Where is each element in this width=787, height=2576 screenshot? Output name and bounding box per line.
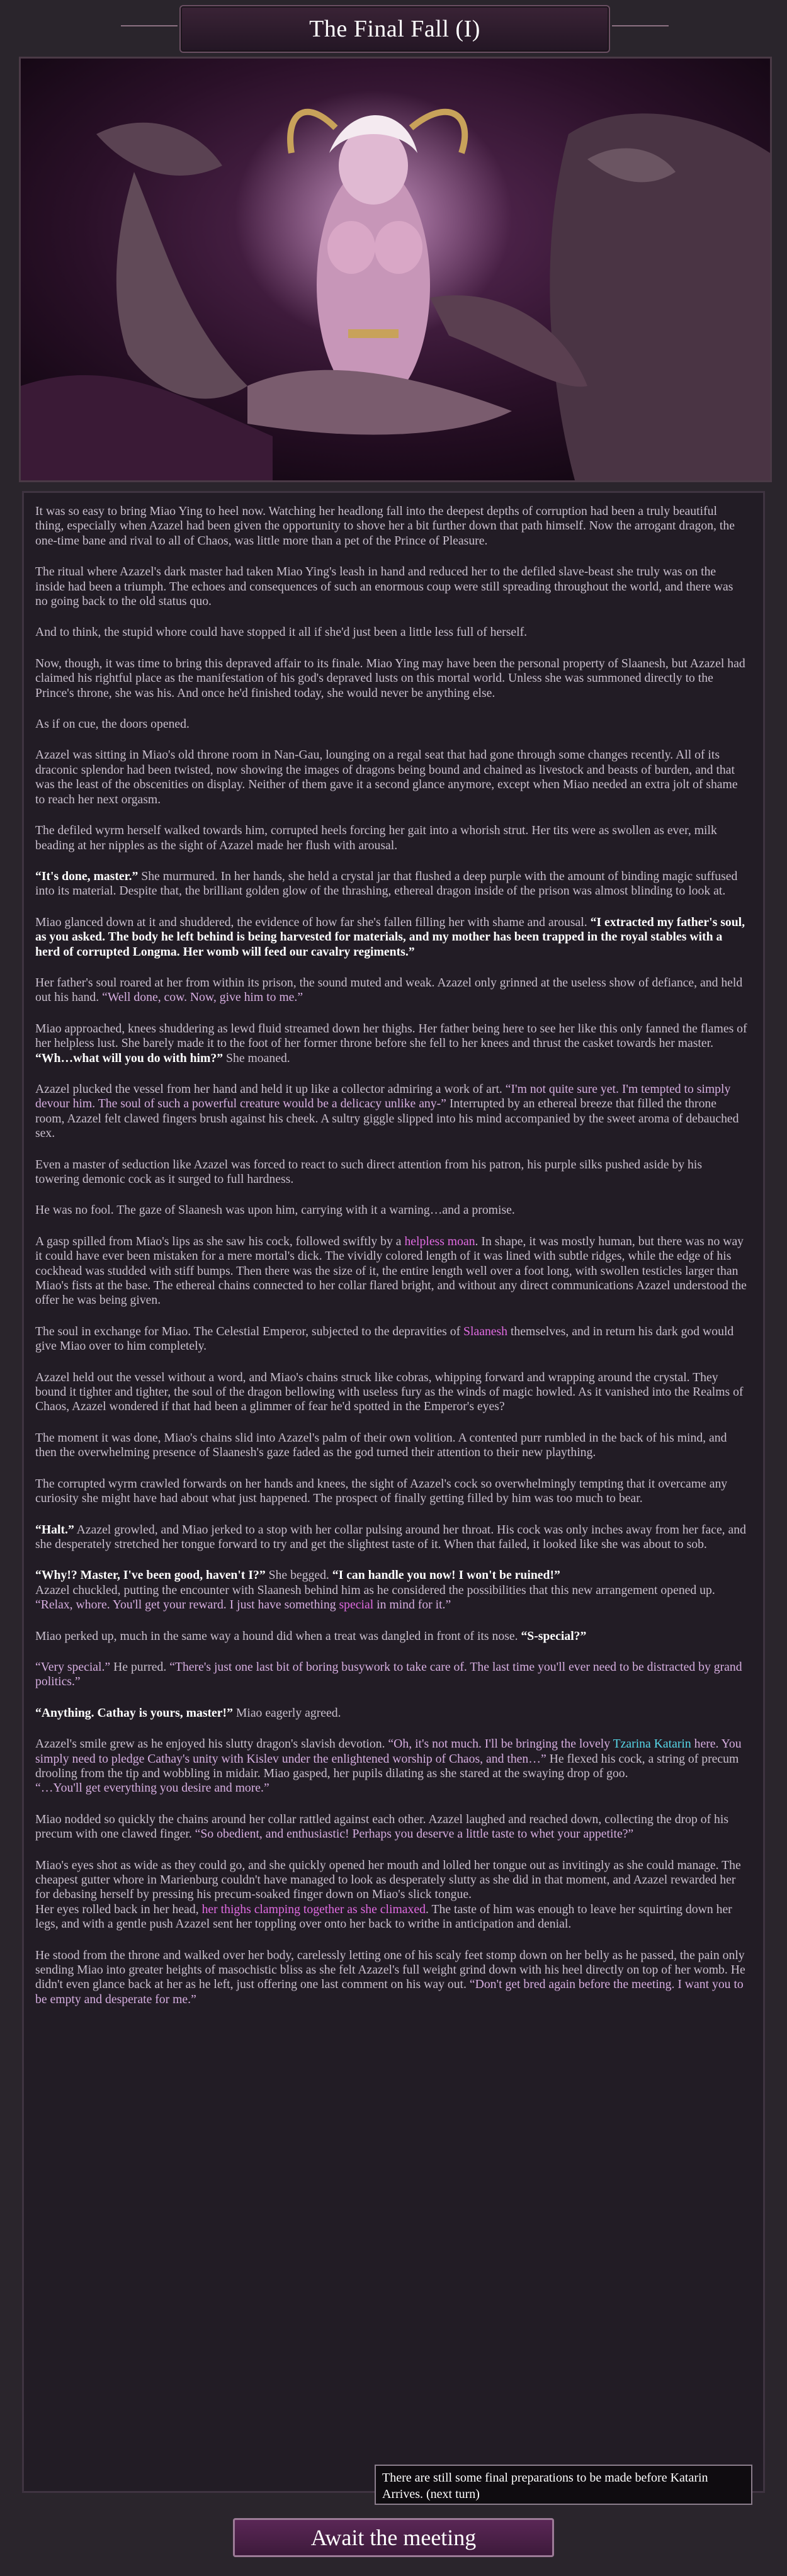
dialogue: “So obedient, and enthusiastic! Perhaps you deserve a little taste to whet your appetite?” bbox=[195, 1827, 634, 1841]
story-paragraph: The corrupted wyrm crawled forwards on her hands and knees, the sight of Azazel's cock so overwhelmingly tempting that it overcame any curiosity she might have had about what just happened. The prospect of finally getting filled by him was too much to bear. bbox=[35, 1476, 728, 1506]
highlight-link[interactable]: Slaanesh bbox=[463, 1324, 508, 1338]
title-ornament-left bbox=[121, 25, 178, 26]
story-paragraph: “It's done, master.” She murmured. In her hands, she held a crystal jar that flushed a deep purple with the amount of binding magic suffused into its material. Despite that, the brilliant golden glow of the thrashing, ethereal dragon inside of the prison was almost blinding to look at. bbox=[35, 869, 738, 898]
highlight-link[interactable]: helpless moan bbox=[404, 1234, 475, 1248]
dialogue: “S-special?” bbox=[521, 1629, 587, 1643]
story-paragraph: And to think, the stupid whore could have stopped it all if she'd just been a little less full of herself. bbox=[35, 625, 528, 640]
story-text-panel bbox=[22, 491, 765, 2493]
dialogue: “I extracted my father's soul, as you asked. The body he left behind is being harvested for materials, and my mother has been trapped in the royal stables with a herd of corrupted Longma. Her womb will feed our cavalry regiments.” bbox=[35, 915, 745, 959]
story-paragraph: Even a master of seduction like Azazel was forced to react to such direct attention from his patron, his purple silks pushed aside by his towering demonic cock as it surged to full hardness. bbox=[35, 1157, 703, 1186]
story-paragraph: Her father's soul roared at her from within its prison, the sound muted and weak. Azazel only grinned at the useless show of defiance, and held out his hand. “Well done, cow. Now, give him to me.” bbox=[35, 975, 743, 1005]
dialogue: “Why!? Master, I've been good, haven't I?” bbox=[35, 1568, 266, 1583]
story-paragraph: He stood from the throne and walked over her body, carelessly letting one of his scaly feet stomp down on her belly as he passed, the pain only sending Miao into greater heights of masochistic bliss as she felt Azazel's full weight grind down with his heel directly on top of her womb. He didn't even glance back at her as he left, just offering one last comment on his way out. “Don't get bred again before the meeting. I want you to be empty and desperate for me.” bbox=[35, 1948, 745, 2006]
story-paragraph: Azazel's smile grew as he enjoyed his slutty dragon's slavish devotion. “Oh, it's not much. I'll be bringing the lovely Tzarina Katarin here. You simply need to pledge Cathay's unity with Kislev under the enlightened worship of Chaos, and then…” He flexed his cock, a string of precum drooling from the tip and wobbling in midair. Miao gasped, her pupils dilating as she stared at the swaying drop of goo. “…You'll get everything you desire and more.” bbox=[35, 1737, 742, 1795]
highlight-link[interactable]: her thighs clamping together as she climaxed bbox=[201, 1902, 426, 1916]
story-paragraph: The ritual where Azazel's dark master had taken Miao Ying's leash in hand and reduced her to the defiled slave-beast she truly was on the inside had been a triumph. The echoes and consequences of such an enormous coup were still spreading throughout the world, and there was no going back to the old status quo. bbox=[35, 565, 733, 609]
story-paragraph: “Halt.” Azazel growled, and Miao jerked to a stop with her collar pulsing around her throat. His cock was only inches away from her face, and she desperately stretched her tongue forward to try and get the slightest taste of it. When that failed, it looked like she was about to sob. bbox=[35, 1522, 746, 1551]
story-paragraph: Azazel held out the vessel without a word, and Miao's chains struck like cobras, whipping forward and wrapping around the crystal. They bound it tighter and tighter, the soul of the dragon bellowing with useless fury as the winds of magic howled. As it vanished into the Realms of Chaos, Azazel wondered if that had been a glimmer of fear he'd spotted in the Emperor's eyes? bbox=[35, 1370, 744, 1414]
scene-illustration-art bbox=[21, 59, 770, 480]
dialogue: “Well done, cow. Now, give him to me.” bbox=[102, 990, 303, 1005]
dialogue: “Very special.” bbox=[35, 1659, 111, 1674]
story-paragraph: Miao glanced down at it and shuddered, the evidence of how far she's fallen filling her with shame and arousal. “I extracted my father's soul, as you asked. The body he left behind is being harvested for materials, and my mother has been trapped in the royal stables with a herd of corrupted Longma. Her womb will feed our cavalry regiments.” bbox=[35, 915, 745, 959]
story-paragraph: As if on cue, the doors opened. bbox=[35, 717, 190, 732]
dialogue: “…You'll get everything you desire and more.” bbox=[35, 1781, 269, 1795]
dialogue: “It's done, master.” bbox=[35, 869, 139, 883]
dialogue: in mind for it.” bbox=[373, 1598, 451, 1612]
story-paragraph: Miao perked up, much in the same way a hound did when a treat was dangled in front of its nose. “S-special?” bbox=[35, 1629, 587, 1643]
highlight-link[interactable]: special bbox=[339, 1598, 374, 1612]
story-paragraph: A gasp spilled from Miao's lips as she saw his cock, followed swiftly by a helpless moan. In shape, it was mostly human, but there was no way it could have ever been mistaken for a mere mortal's dick. The vividly colored length of it was lined with subtle ridges, while the edge of his cockhead was studded with stiff bumps. Then there was the size of it, the entire length well over a foot long, with swollen testicles larger than Miao's fists at the base. The ethereal chains connected to her collar flared bright, and without any direct communications Azazel understood the offer he was being given. bbox=[35, 1234, 747, 1308]
story-paragraph: Now, though, it was time to bring this depraved affair to its finale. Miao Ying may have been the personal property of Slaanesh, but Azazel had claimed his rightful place as the manifestation of his god's depraved lusts on this mortal world. Unless she was summoned directly to the Prince's throne, she was his. And once he'd finished today, she would never be anything else. bbox=[35, 656, 745, 700]
story-paragraph: Azazel plucked the vessel from her hand and held it up like a collector admiring a work of art. “I'm not quite sure yet. I'm tempted to simply devour him. The soul of such a powerful creature would be a delicacy unlike any-” Interrupted by an ethereal breeze that filled the throne room, Azazel felt clawed fingers brush against his cheek. A sultry giggle slipped into his mind accompanied by the sweet aroma of debauched sex. bbox=[35, 1082, 739, 1141]
story-paragraph: Miao's eyes shot as wide as they could go, and she quickly opened her mouth and lolled her tongue out as invitingly as she could manage. The cheapest gutter whore in Marienburg couldn't have managed to look as desperately slutty as she did in that moment, and Azazel rewarded her for debasing herself by pressing his precum-soaked finger down on Miao's slick tongue. Her eyes rolled back in her head, her thighs clamping together as she climaxed. The taste of him was enough to leave her squirting down her legs, and with a gentle push Azazel sent her toppling over onto her back to writhe in anticipation and denial. bbox=[35, 1858, 741, 1931]
dialogue: “I'm not quite sure yet. I'm tempted to simply devour him. The soul of such a powerful creature would be a delicacy unlike any-” bbox=[35, 1082, 731, 1111]
title-ornament-right bbox=[612, 25, 669, 26]
story-paragraph: Azazel was sitting in Miao's old throne room in Nan-Gau, lounging on a regal seat that had gone through some changes recently. All of its draconic splendor had been twisted, now showing the images of dragons being bound and chained as livestock and beasts of burden, and that was the least of the obscenities on display. Neither of them gave it a second glance anymore, except when Miao needed an extra jolt of shame to reach her next orgasm. bbox=[35, 748, 738, 806]
dialogue: “Don't get bred again before the meeting. I want you to be empty and desperate for me.” bbox=[35, 1977, 744, 2006]
story-paragraph: He was no fool. The gaze of Slaanesh was upon him, carrying with it a warning…and a promise. bbox=[35, 1203, 515, 1217]
story-paragraph: It was so easy to bring Miao Ying to heel now. Watching her headlong fall into the deepest depths of corruption had been a truly beautiful thing, especially when Azazel had been given the opportunity to shove her a bit further down that path himself. Now the arrogant dragon, the one-time bane and rival to all of Chaos, was little more than a pet of the Prince of Pleasure. bbox=[35, 504, 735, 548]
action-tooltip: There are still some final preparations to be made before Katarin Arrives. (next turn) bbox=[375, 2465, 752, 2505]
dialogue: “Halt.” bbox=[35, 1522, 74, 1537]
dialogue: “Oh, it's not much. I'll be bringing the lovely bbox=[388, 1737, 613, 1751]
event-illustration bbox=[19, 57, 772, 482]
story-paragraph: “Anything. Cathay is yours, master!” Miao eagerly agreed. bbox=[35, 1705, 341, 1720]
story-paragraph: Miao nodded so quickly the chains around her collar rattled against each other. Azazel laughed and reached down, collecting the drop of his precum with one clawed finger. “So obedient, and enthusiastic! Perhaps you deserve a little taste to whet your appetite?” bbox=[35, 1812, 729, 1841]
story-paragraph: Miao approached, knees shuddering as lewd fluid streamed down her thighs. Her father being here to see her like this only fanned the flames of her helpless lust. She barely made it to the foot of her former throne before she fell to her knees and thrust the casket towards her master. “Wh…what will you do with him?” She moaned. bbox=[35, 1021, 747, 1065]
story-paragraph: “Why!? Master, I've been good, haven't I?” She begged. “I can handle you now! I won't be ruined!” Azazel chuckled, putting the encounter with Slaanesh behind him as he considered the possibilities that this new arrangement opened up. “Relax, whore. You'll get your reward. I just have something special in mind for it.” bbox=[35, 1568, 715, 1612]
dialogue: “I can handle you now! I won't be ruined!” bbox=[332, 1568, 560, 1583]
dialogue: “There's just one last bit of boring busywork to take care of. The last time you'll ever need to be distracted by grand politics.” bbox=[35, 1659, 742, 1689]
dialogue: “Anything. Cathay is yours, master!” bbox=[35, 1705, 233, 1720]
dialogue: “Wh…what will you do with him?” bbox=[35, 1051, 224, 1065]
highlight-link[interactable]: Tzarina Katarin bbox=[613, 1737, 691, 1751]
dialogue: here. You simply need to pledge Cathay's unity with Kislev under the enlightened worship of Chaos, and then…” bbox=[35, 1737, 742, 1766]
story-paragraph: The moment it was done, Miao's chains slid into Azazel's palm of their own volition. A contented purr rumbled in the back of his mind, and then the overwhelming presence of Slaanesh's gaze faded as the god turned their attention to their new plaything. bbox=[35, 1430, 727, 1460]
event-title: The Final Fall (I) bbox=[309, 16, 480, 42]
await-meeting-button[interactable]: Await the meeting bbox=[233, 2518, 554, 2557]
dialogue: “Relax, whore. You'll get your reward. I just have something bbox=[35, 1598, 339, 1612]
story-paragraph: The defiled wyrm herself walked towards him, corrupted heels forcing her gait into a whorish strut. Her tits were as swollen as ever, milk beading at her nipples as the sight of Azazel made her flush with arousal. bbox=[35, 823, 717, 852]
story-paragraph: “Very special.” He purred. “There's just one last bit of boring busywork to take care of. The last time you'll ever need to be distracted by grand politics.” bbox=[35, 1659, 742, 1689]
story-paragraph: The soul in exchange for Miao. The Celestial Emperor, subjected to the depravities of Slaanesh themselves, and in return his dark god would give Miao over to him completely. bbox=[35, 1324, 734, 1353]
event-title-bar bbox=[179, 5, 610, 53]
